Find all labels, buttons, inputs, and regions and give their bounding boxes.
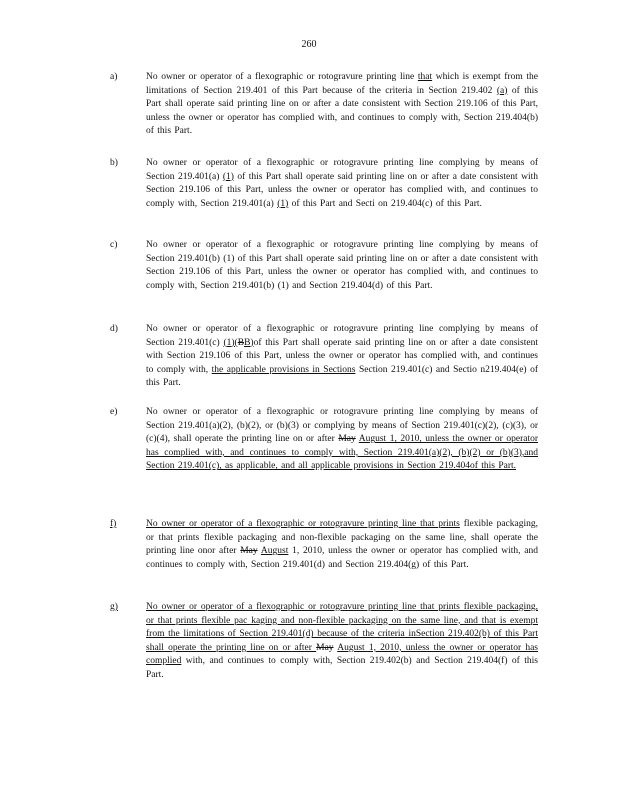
text-segment: with, and continues to comply with, Section 219.402(b) and Section 219.404(f) of this Part. xyxy=(146,656,538,680)
paragraph-text xyxy=(146,157,538,211)
text-segment: Section 219.401(c) and Sectio n219.404(e) of this Part. xyxy=(146,364,538,389)
inserted-text: (1) xyxy=(277,198,289,209)
text-segment: No owner or operator of a flexographic or rotogravure printing line complying by means of Section 219.401(a)(2), (b)(2), or (b)(3) or complying by means of Section 219.401(c)(2), (c)(3), or (c)(4), shall operate the printing line on or after xyxy=(146,407,538,445)
inserted-text: No owner or operator of a flexographic or rotogravure printing line that prints flexible packaging, or that prints flexible pac kaging and non-flexible packaging on the same line, and that is exempt from the limitations of Section 219.401(d) because of the criteria inSection 219.402(b) of this Part shall operate the printing line on or after xyxy=(146,602,538,653)
paragraph-text xyxy=(146,239,538,293)
struck-text: B xyxy=(237,337,245,348)
paragraph-label: g) xyxy=(110,602,118,612)
text-segment: No owner or operator of a flexographic or rotogravure printing line complying by means of Section 219.401(a) xyxy=(146,158,538,182)
text-segment: of this Part shall operate said printing line on or after a date consistent with Section 219.106 of this Part, unless the owner or operator has complied with, and continues to comply with, Section 219.404(b) of this Part. xyxy=(146,85,538,137)
paragraph-text xyxy=(146,518,538,572)
paragraph-text xyxy=(146,406,538,474)
text-segment: No owner or operator of a flexographic or rotogravure printing line complying by means of Section 219.401(b) (1) of this Part shall operate said printing line on or after a date consistent with Section 219.106 of this Part, unless the owner or operator has complied with, and continues to comply with, Section 219.401(b) (1) and Section 219.404(d) of this Part. xyxy=(146,240,538,291)
text-segment: of this Part and Secti on 219.404(c) of this Part. xyxy=(288,198,482,209)
paragraph-text xyxy=(146,71,538,139)
inserted-text: No owner or operator of a flexographic or rotogravure printing line that prints xyxy=(146,519,460,529)
paragraph-label: d) xyxy=(110,324,118,334)
text-segment: of this Part shall operate said printing line on or after a date consistent with Section 219.106 of this Part, unless the owner or operator has complied with, and continues to comply with, xyxy=(146,337,538,375)
struck-text: May xyxy=(338,434,356,445)
paragraph-label: a) xyxy=(110,72,118,82)
paragraph-label: f) xyxy=(110,519,117,529)
text-segment: of this Part shall operate said printing line on or after a date consistent with Section 219.106 of this Part, unless the owner or operator has complied with, and continues to comply with, Section 219.401(a) xyxy=(146,171,538,209)
inserted-text: B) xyxy=(244,337,254,348)
paragraph-text xyxy=(146,323,538,391)
inserted-text: (1)( xyxy=(223,337,238,348)
inserted-text: August 1, 2010, unless the owner or operator has complied xyxy=(146,642,538,667)
paragraph-label: b) xyxy=(110,158,118,168)
struck-text: May xyxy=(316,642,334,653)
inserted-text: the applicable provisions in Sections xyxy=(211,364,356,375)
inserted-text: (a) xyxy=(496,85,508,96)
paragraph-label: c) xyxy=(110,240,118,250)
text-segment: No owner or operator of a flexographic or rotogravure printing line xyxy=(146,72,418,82)
inserted-text: August 1, 2010, unless the owner or operator has complied with, and continues to comply with, Section 219.401(a)(2), (b)(2) or (b)(3),and Section 219.401(c), as applicable, and all applicable provisions in Section 219.404of this Part. xyxy=(146,434,538,472)
inserted-text: August xyxy=(260,546,289,557)
paragraph-label: e) xyxy=(110,407,118,417)
text-segment: No owner or operator of a flexographic or rotogravure printing line complying by means of Section 219.401(c) xyxy=(146,324,538,348)
inserted-text: that xyxy=(417,72,433,82)
struck-text: May xyxy=(240,546,258,557)
text-segment: 1, 2010, unless the owner or operator has complied with, and continues to comply with, Section 219.401(d) and Section 219.404(g) of this Part. xyxy=(146,546,539,570)
text-segment: flexible packaging, or that prints flexible packaging and non-flexible packaging on the same line, shall operate the printing line onor after xyxy=(146,519,538,557)
text-segment: which is exempt from the limitations of Section 219.401 of this Part because of the criteria in Section 219.402 xyxy=(146,72,538,96)
inserted-text: (1) xyxy=(222,171,234,182)
paragraph-text xyxy=(146,601,538,683)
page-number: 260 xyxy=(301,39,317,50)
